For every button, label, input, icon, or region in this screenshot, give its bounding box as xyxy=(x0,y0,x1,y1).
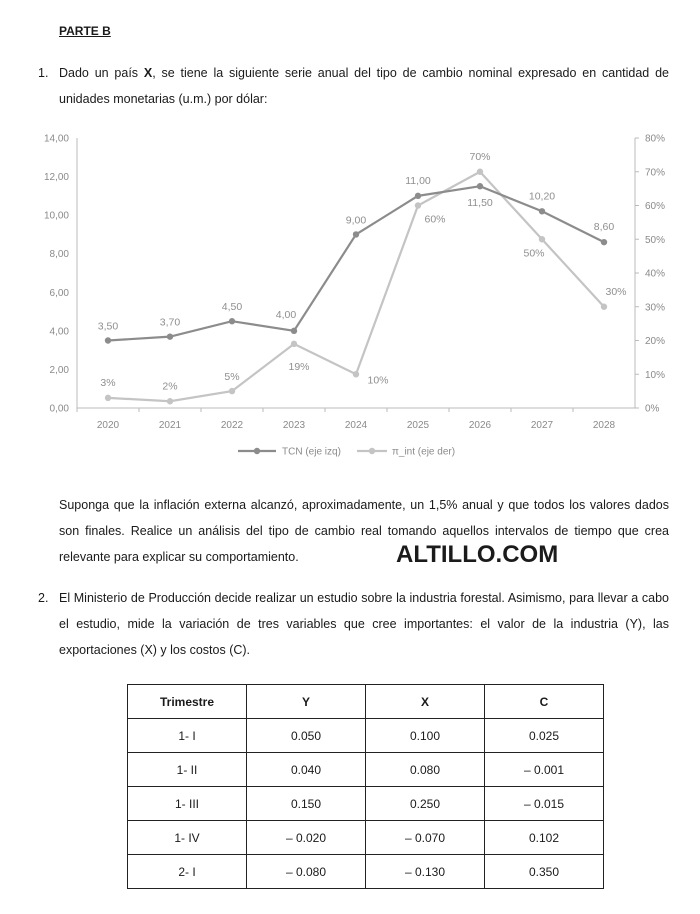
table-cell: – 0.080 xyxy=(247,855,366,889)
section-heading: PARTE B xyxy=(59,24,111,38)
table-header: Y xyxy=(247,685,366,719)
legend-marker-inflation xyxy=(369,448,375,454)
data-point-tcn xyxy=(415,193,421,199)
table-header-row xyxy=(128,685,604,719)
x-tick-label: 2025 xyxy=(406,420,430,431)
data-label-tcn: 8,60 xyxy=(593,221,615,234)
right-tick-label: 70% xyxy=(645,167,666,179)
x-tick-label: 2023 xyxy=(282,420,306,431)
right-tick-label: 80% xyxy=(645,133,666,145)
data-point-tcn xyxy=(601,239,607,245)
right-tick-label: 20% xyxy=(645,336,666,347)
legend-label-tcn: TCN (eje izq) xyxy=(282,446,341,458)
table-cell: 0.040 xyxy=(247,753,366,787)
data-point-inflation xyxy=(105,395,111,401)
data-point-inflation xyxy=(415,202,421,208)
data-point-inflation xyxy=(601,304,607,310)
table-cell: 0.150 xyxy=(247,787,366,821)
data-table xyxy=(127,684,604,889)
table-row xyxy=(128,719,604,753)
question-1-instructions: Suponga que la inflación externa alcanzó, aproximadamente, un 1,5% anual y que todos los valores dados son finales. Realice un análisis del tipo de cambio real tomando aquellos intervalos de tiempo que crea relevante para explicar su comportamiento. xyxy=(59,498,669,564)
table-header: Trimestre xyxy=(128,685,247,719)
data-point-tcn xyxy=(105,337,111,343)
data-label-inflation: 5% xyxy=(224,371,240,384)
table-cell: 1- II xyxy=(128,753,247,787)
data-point-inflation xyxy=(291,341,297,347)
data-label-tcn: 11,00 xyxy=(405,174,431,187)
right-tick-label: 50% xyxy=(645,234,666,246)
left-tick-label: 8,00 xyxy=(49,249,69,261)
data-label-tcn: 4,00 xyxy=(275,308,297,321)
right-tick-label: 60% xyxy=(645,201,666,212)
question-1-text: Dado un país X, se tiene la siguiente serie anual del tipo de cambio nominal expresado en cantidad de unidades monetarias (u.m.) por dólar: xyxy=(59,66,669,106)
x-tick-label: 2024 xyxy=(344,420,368,431)
question-1-number: 1. xyxy=(38,66,49,80)
data-point-tcn xyxy=(167,333,173,339)
x-tick-label: 2021 xyxy=(158,420,182,431)
data-point-inflation xyxy=(477,169,483,175)
left-tick-label: 12,00 xyxy=(43,172,69,184)
left-tick-label: 14,00 xyxy=(43,133,69,145)
question-2-number: 2. xyxy=(38,591,49,605)
data-point-tcn xyxy=(229,318,235,324)
x-tick-label: 2028 xyxy=(592,420,616,431)
data-point-tcn xyxy=(353,231,359,237)
data-label-tcn: 10,20 xyxy=(528,190,556,203)
table-cell: – 0.130 xyxy=(366,855,485,889)
right-tick-label: 10% xyxy=(645,369,666,381)
data-label-inflation: 3% xyxy=(100,376,116,389)
table-cell: 0.025 xyxy=(485,719,604,753)
data-label-inflation: 60% xyxy=(424,213,446,226)
table-cell: 1- III xyxy=(128,787,247,821)
data-point-inflation xyxy=(167,398,173,404)
x-tick-label: 2027 xyxy=(530,420,554,431)
x-tick-label: 2020 xyxy=(96,420,120,431)
table-cell: 0.050 xyxy=(247,719,366,753)
left-tick-label: 6,00 xyxy=(49,287,69,299)
data-label-tcn: 3,70 xyxy=(159,316,181,329)
x-tick-label: 2022 xyxy=(220,420,244,431)
table-cell: 0.350 xyxy=(485,855,604,889)
table-row xyxy=(128,821,604,855)
table-cell: 0.102 xyxy=(485,821,604,855)
table-cell: 2- I xyxy=(128,855,247,889)
right-tick-label: 30% xyxy=(645,302,666,314)
watermark-logo: ALTILLO.COM xyxy=(396,541,559,568)
data-point-inflation xyxy=(539,236,545,242)
right-tick-label: 0% xyxy=(645,403,660,415)
series-line-tcn xyxy=(108,186,604,340)
table-cell: 0.080 xyxy=(366,753,485,787)
data-point-inflation xyxy=(229,388,235,394)
table-header: C xyxy=(485,685,604,719)
data-label-tcn: 4,50 xyxy=(221,301,243,314)
exchange-rate-chart xyxy=(30,128,666,468)
table-row xyxy=(128,787,604,821)
data-label-tcn: 11,50 xyxy=(467,197,493,210)
left-tick-label: 0,00 xyxy=(49,403,69,415)
legend-marker-tcn xyxy=(254,448,260,454)
data-label-inflation: 70% xyxy=(469,150,491,163)
data-label-tcn: 3,50 xyxy=(97,320,119,333)
data-label-inflation: 2% xyxy=(162,380,178,393)
data-point-tcn xyxy=(539,208,545,214)
table-cell: 1- IV xyxy=(128,821,247,855)
data-point-tcn xyxy=(477,183,483,189)
legend-label-inflation: π_int (eje der) xyxy=(392,446,456,458)
table-header: X xyxy=(366,685,485,719)
right-tick-label: 40% xyxy=(645,268,666,280)
data-label-inflation: 50% xyxy=(523,247,545,260)
data-label-tcn: 9,00 xyxy=(345,214,367,227)
data-label-inflation: 10% xyxy=(367,374,389,387)
table-row xyxy=(128,855,604,889)
table-cell: 0.250 xyxy=(366,787,485,821)
data-label-inflation: 19% xyxy=(288,360,310,373)
table-cell: 1- I xyxy=(128,719,247,753)
table-cell: – 0.070 xyxy=(366,821,485,855)
data-point-tcn xyxy=(291,328,297,334)
data-label-inflation: 30% xyxy=(605,285,627,298)
left-tick-label: 4,00 xyxy=(49,326,69,338)
table-cell: – 0.001 xyxy=(485,753,604,787)
x-tick-label: 2026 xyxy=(468,420,492,431)
left-tick-label: 10,00 xyxy=(43,210,69,222)
table-cell: – 0.020 xyxy=(247,821,366,855)
question-2-text: El Ministerio de Producción decide realizar un estudio sobre la industria forestal. Asimismo, para llevar a cabo el estudio, mide la variación de tres variables que cree importantes: el valor de la industria (Y), las exportaciones (X) y los costos (C). xyxy=(59,591,669,657)
data-point-inflation xyxy=(353,371,359,377)
table-cell: – 0.015 xyxy=(485,787,604,821)
table-cell: 0.100 xyxy=(366,719,485,753)
table-row xyxy=(128,753,604,787)
left-tick-label: 2,00 xyxy=(49,364,69,376)
